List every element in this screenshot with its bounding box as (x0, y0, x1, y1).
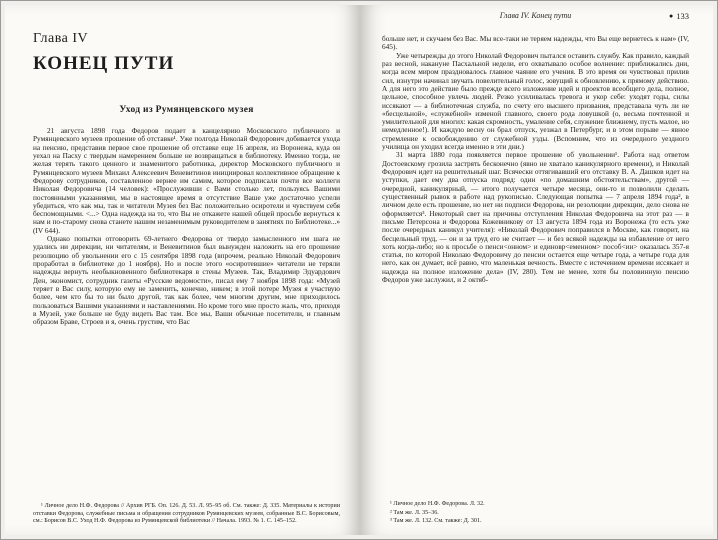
chapter-title: КОНЕЦ ПУТИ (33, 53, 175, 74)
page-number: 133 (676, 11, 689, 21)
body-paragraph: больше нет, и скучаем без Вас. Мы все-таки не теряем надежды, что Вы еще вернетесь к нам» (IV, 645). (382, 34, 689, 52)
footnote: ³ Там же. Л. 132. См. также: Д. 301. (390, 518, 482, 525)
body-paragraph: 31 марта 1880 года появляется первое прошение об увольнении¹. Работа над ответом Достоевскому грозила застрять бесконечно (явно не хватало каникулярного времени), и Николай Федорович идет на решительный шаг. Всячески оттягивавший его отставку В. А. Дашков идет на уступки, дает ему два отпуска подряд: один «по домашним обстоятельствам», другой — очередной, каникулярный, — итого получается четыре месяца, они-то и позволили сделать существенный рывок в работе над рукописью. Следующая попытка — 7 апреля 1894 года², в личном деле есть прошение, но нет ни подписи Федорова, ни резолюции дирекции, дело снова не оформляется³. Некоторый свет на причины отступления Николая Федоровича на этот раз — в письме Петерсона и Федорова Кожевникову от 13 августа 1894 года из Воронежа (то есть уже после очередных каникул учителя): «Николай Федорович поправился в Москве, как говорит, на бесцельный труд, — он и за труд его не считает — и без всякой надежды на избавление от него хоть когда-либо; но к просьбе о пенси<онном> и единовр<еменном> пособ<ии> оказалась 357-я статья, по которой Николаю Федоровичу до пенсии остается еще четыре года, а четыре года для него, как он думает, всё равно, что маленькая вечность. Вместе с истечением времени иссякает и надежда на полное изложение дела» (IV, 280). Тем не менее, хотя бы половинную пенсию Федоров уже заслужил, и 2 октяб- (382, 150, 689, 285)
body-paragraph: Уже четырежды до этого Николай Федорович пытался оставить службу. Как правило, каждый раз весной, накануне Пасхальной недели, его охватывало особое волнение: приближались дни, когда всем миром праздновалось главное чаяние его учения. В это время он чувствовал прилив сил, изнутри начинал звучать повелительный голос, зовущий к обновлению, к прямому действию. А для него это действие было прежде всего изложение идей и проектов всеобщего дела, полное, цельное, способное увлечь людей. Резко усиливалась тревога и укор себе: уходят годы, силы иссякают — а библиотечная служба, по счету его высшего призвания, представала чуть ли не «бесцельной», «служебной» изменой главного, своего рода ловушкой (о, весьма почтенной и умилительной для многих: какая скромность, умаление себя, служение ближнему, пусть малое, но немедленное!). И каждую весну он брал отпуск, уезжал в Петербург, и в этом порыве — явное стремление к освобождению от служебной узды. (Вспомним, что из очередного уездного училища он уходил всегда именно в эти дни.) (382, 50, 689, 152)
chapter-label: Глава IV (33, 31, 89, 46)
body-paragraph: 21 августа 1898 года Федоров подает в канцелярию Московского публичного и Румянцевского музеев прошение об отставке¹. Уже полгода Николай Федорович добивается ухода на пенсию, представив первое свое прошение об отставке еще 16 апреля, из Воронежа, куда он уехал на Пасху с твердым намерением больше не возвращаться в библиотеку. Именно тогда, не желая терять такого ценного и знаменитого работника, директор Московского публичного и Румянцевского музеев Михаил Алексеевич Веневитинов инициировал коллективное обращение к Федорову сотрудников, составленное вернее им самим, которое подписали почти все коллеги Николая Федоровича (14 человек): «Прослуживши с Вами столько лет, пользуясь Вашими постоянными указаниями, мы в настоящее время в отсутствие Ваше уже достаточно успели убедиться, что как мы, так и читатели Музея без Вас положительно осиротели и чувствуем себя беспомощными. <...> Одна надежда на то, что Вы не откажете нашей общей просьбе вернуться к нам и по-старому снова станете нашим незаменимым руководителем в занятиях по Библиотеке...» (IV 644). (33, 126, 340, 235)
left-page (5, 5, 360, 535)
page-number-box (669, 11, 689, 21)
running-header-row (382, 11, 689, 25)
footnote: ¹ Личное дело Н.Ф. Федорова // Архив РГБ. Оп. 126. Д. 53. Л. 95–95 об. См. также: Д. 335. Материалы к истории отставки Федорова, служебные письма и обращения сотрудников Румянцевских музеев, собранные В.С. Борисовым, см.: Борисов В.С. Уход Н.Ф. Федорова из Румянцевской библиотеки // Начала. 1993. № 1. С. 145–152. (33, 503, 340, 525)
right-page (360, 5, 713, 535)
left-page-footnotes (33, 497, 340, 527)
footnote: ¹ Личное дело Н.Ф. Федорова. Л. 32. (390, 501, 485, 508)
right-page-body (382, 35, 689, 284)
page-number-bullet-icon: ● (669, 12, 674, 20)
right-page-footnotes (382, 495, 689, 527)
footnote: ² Там же. Л. 35–36. (390, 509, 439, 516)
section-title: Уход из Румянцевского музея (119, 105, 254, 115)
running-header: Глава IV. Конец пути (499, 11, 572, 20)
left-page-body (33, 127, 340, 327)
body-paragraph: Однако попытки отговорить 69-летнего Федорова от твердо замысленного им шага не удались ни дирекции, ни читателям, и Веневитинов был вынужден наложить на его прошение резолюцию об увольнении его с 15 сентября 1898 года (впрочем, реально Николай Федорович проработал в библиотеке до 1 ноября). Но и после этого «осиротевшие» читатели не теряли надежды вернуть необыкновенного библиотекаря в стены Музеев. Так, Владимир Эдуардович Ден, экономист, сотрудник газеты «Русские ведомости», писал ему 7 ноября 1898 года: «Музей теряет в Вас силу, которую ему не заменить, конечно, никем; в этой потере Музея я участвую более, чем кто бы то ни было другой, так как более, чем многим другим, мне приходилось пользоваться Вашими указаниями и наставлениями. Но кроме того мне просто жаль, что, приходя в Музей, уже больше не буду видеть Вас там. Все мы, Ваши обычные посетители, и главным образом Браве, Строев и я, очень грустим, что Вас (33, 234, 340, 327)
